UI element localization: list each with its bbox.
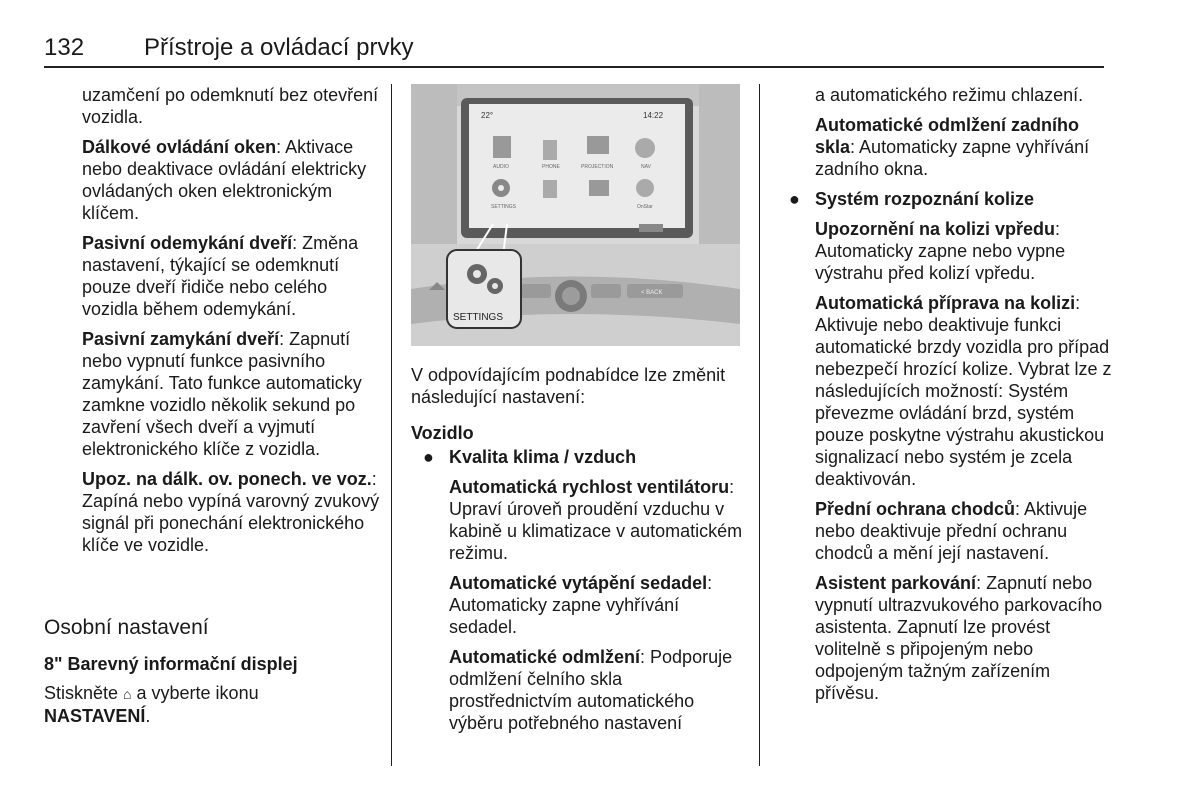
app-audio: AUDIO [493,164,509,170]
paragraph: a automatického režimu chlazení. [815,85,1084,105]
paragraph [82,468,382,556]
description: : Změna nastavení, týkající se odemknutí pouze dveří řidiče nebo celého vozidla během odemykání. [82,233,359,319]
subsection-title: 8" Barevný informační displej [44,654,298,674]
column-left [82,84,382,564]
app-phone: PHONE [542,164,560,170]
app-onstar: OnStar [637,204,653,210]
term: Pasivní zamykání dveří [82,329,280,349]
projection-icon [587,136,609,154]
app-settings: SETTINGS [491,204,517,210]
bullet-item: ● Kvalita klima / vzduch [423,447,637,467]
bullet-item: ● Systém rozpoznání kolize [789,189,1035,209]
callout-label: SETTINGS [453,312,504,323]
column-divider-right [759,84,760,766]
description: : Zapíná nebo vypíná varovný zvukový signál při ponechání elektronického klíče ve vozidle. [82,469,380,555]
description: : Aktivace nebo deaktivace ovládání elektricky ovládaných oken elektronickým klíčem. [82,137,367,223]
paragraph: Upozornění na kolizi vpředu: Automaticky zapne nebo vypne výstrahu před kolizí vpředu. [815,219,1066,283]
paragraph [82,328,382,460]
page-header [44,34,413,62]
paragraph: Automatická rychlost ventilátoru: Upraví úroveň proudění vzduchu v kabině u klimatizace v automatickém režimu. [449,477,743,563]
app-nav: NAV [641,164,651,170]
paragraph: Automatické odmlžení: Podporuje odmlžení čelního skla prostřednictvím automatického výběru potřebného nastavení [449,647,733,733]
page-title: Přístroje a ovládací prvky [144,34,414,61]
home-icon: ⌂ [123,686,132,702]
paragraph: Přední ochrana chodců: Aktivuje nebo deaktivuje přední ochranu chodců a mění její nastavení. [815,499,1088,563]
app-projection: PROJECTION [581,164,614,170]
nav-icon [635,138,655,158]
term: Upoz. na dálk. ov. ponech. ve voz. [82,469,372,489]
phone-icon [543,140,557,160]
infotainment-photo [411,84,740,346]
settings-name: NASTAVENÍ [44,706,146,726]
bullet-dot: ● [423,447,434,467]
bullet-dot: ● [789,189,800,209]
column-divider-left [391,84,392,766]
screen-clock: 14:22 [643,111,664,120]
paragraph: Automatické odmlžení zadního skla: Automaticky zapne vyhřívání zadního okna. [815,115,1090,179]
header-rule [44,66,1104,68]
category-heading: Vozidlo [411,423,474,443]
instruction: Stiskněte ⌂ a vyberte ikonu NASTAVENÍ. [44,683,259,726]
music-icon [493,136,511,158]
paragraph [82,136,382,224]
column-middle [411,364,746,742]
settings-gear-icon [492,179,510,197]
paragraph: V odpovídajícím podnabídce lze změnit následující nastavení: [411,365,726,407]
section-title: Osobní nastavení [44,616,209,639]
column-right [789,84,1115,712]
paragraph [82,232,382,320]
term: Pasivní odemykání dveří [82,233,293,253]
page-number: 132 [44,34,85,61]
paragraph: Automatické vytápění sedadel: Automaticky zapne vyhřívání sedadel. [449,573,713,637]
description: : Zapnutí nebo vypnutí funkce pasivního zamykání. Tato funkce automaticky zamkne vozidlo několik sekund po zavření všech dveří a vyjmutí elektronického klíče z vozidla. [82,329,362,459]
paragraph: Asistent parkování: Zapnutí nebo vypnutí ultrazvukového parkovacího asistenta. Zapnutí lze provést volitelně s připojeným nebo odpojeným tažným zařízením přívěsu. [815,573,1103,703]
paragraph: Automatická příprava na kolizi: Aktivuje nebo deaktivuje funkci automatické brzdy vozidla pro případ nebezpečí hrozící kolize. Vybrat lze z následujících možností: Systém převezme ovládání brzd, systém pouze poskytne výstrahu akustickou signalizací nebo systém je zcela deaktivován. [815,293,1112,489]
screen-temp: 22° [481,111,494,120]
paragraph: uzamčení po odemknutí bez otevření vozidla. [82,85,379,127]
term: Dálkové ovládání oken [82,137,277,157]
back-label: < BACK [641,290,663,296]
